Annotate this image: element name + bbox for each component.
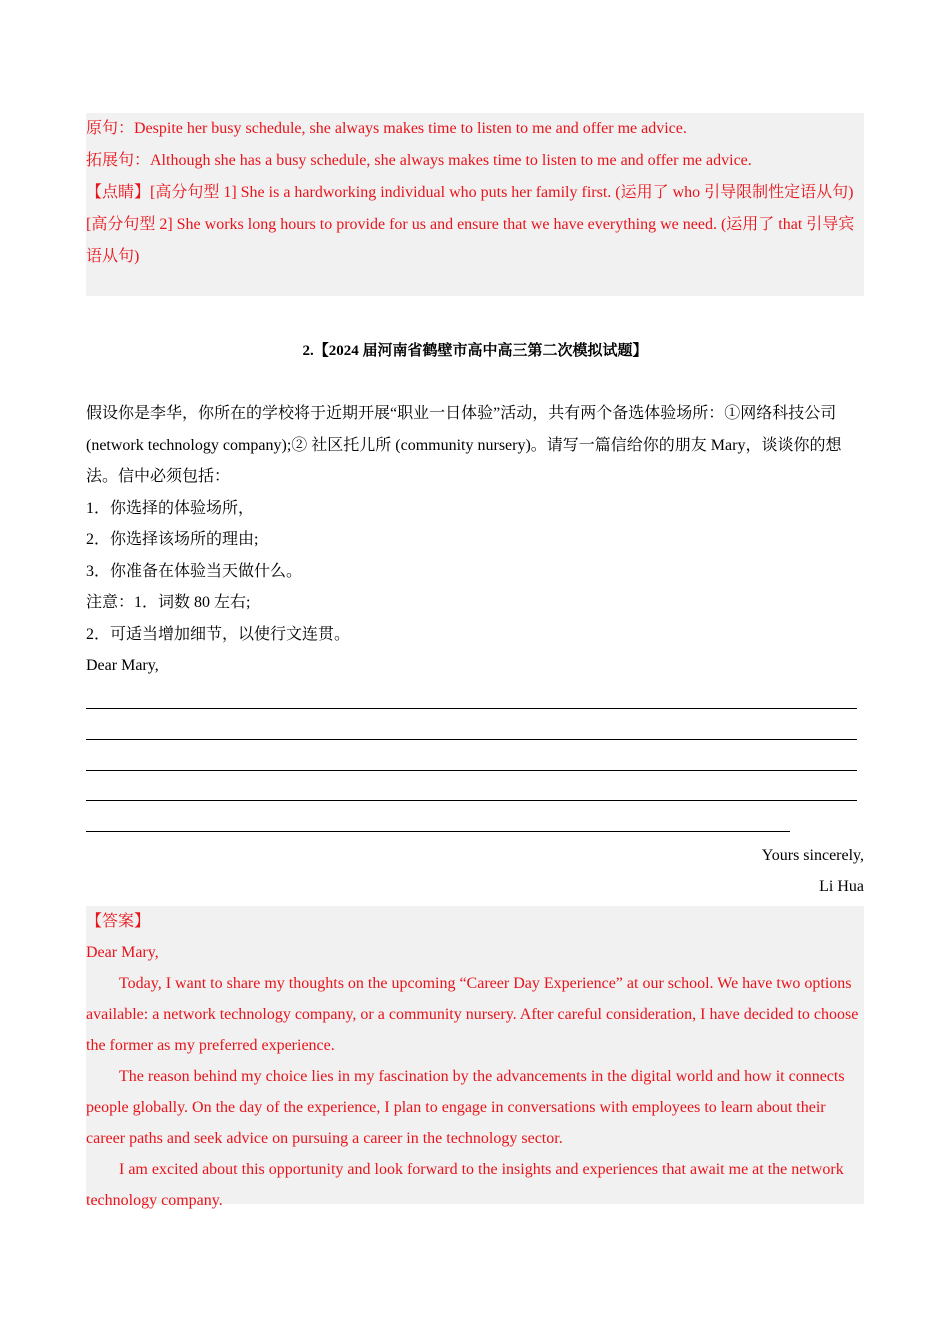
- question-heading: 2.【2024 届河南省鹤壁市高中高三第二次模拟试题】: [302, 343, 648, 359]
- answer-paragraph: Today, I want to share my thoughts on the upcoming “Career Day Experience” at our school. We have two options available: a network technology company, or a community nursery. After careful consideration, I have decided to choose the former as my preferred experience.: [86, 975, 859, 1054]
- note-item: 2．可适当增加细节，以使行文连贯。: [86, 625, 351, 643]
- expanded-sentence: 拓展句：Although she has a busy schedule, she always makes time to listen to me and offer me advice.: [86, 152, 752, 169]
- letter-signature: Li Hua: [819, 878, 864, 895]
- highlight-sentence-1: 【点睛】[高分句型 1] She is a hardworking individual who puts her family first. (运用了 who 引导限制性定语从句): [86, 184, 854, 201]
- writing-line[interactable]: [86, 708, 857, 709]
- answer-paragraph: The reason behind my choice lies in my fascination by the advancements in the digital world and how it connects people globally. On the day of the experience, I plan to engage in conversations with employees to learn about their career paths and seek advice on pursuing a career in the technology sector.: [86, 1068, 845, 1147]
- task-prompt: [86, 398, 864, 682]
- letter-greeting: Dear Mary,: [86, 657, 159, 674]
- writing-line[interactable]: [86, 770, 857, 771]
- requirement-item: 3．你准备在体验当天做什么。: [86, 562, 303, 580]
- writing-line[interactable]: [86, 800, 857, 801]
- answer-block: [86, 906, 864, 1209]
- writing-line[interactable]: [86, 739, 857, 740]
- answer-greeting: Dear Mary,: [86, 944, 159, 961]
- requirement-item: 1．你选择的体验场所，: [86, 499, 255, 517]
- answer-paragraph: I am excited about this opportunity and look forward to the insights and experiences that await me at the network technology company.: [86, 1161, 844, 1209]
- note-item: 注意：1．词数 80 左右;: [86, 594, 251, 611]
- requirement-item: 2．你选择该场所的理由;: [86, 531, 259, 548]
- prompt-text: 假设你是李华，你所在的学校将于近期开展“职业一日体验”活动，共有两个备选体验场所：①网络科技公司 (network technology company);② 社区托儿所 (community nursery)。请写一篇信给你的朋友 Mary，谈谈你的想法。信中必须包括：: [86, 405, 842, 485]
- highlight-sentence-2: [高分句型 2] She works long hours to provide for us and ensure that we have everything we need. (运用了 that 引导宾语从句): [86, 216, 855, 265]
- letter-closing: Yours sincerely,: [761, 847, 864, 864]
- analysis-block: [86, 113, 864, 296]
- writing-line[interactable]: [86, 831, 790, 832]
- original-sentence: 原句：Despite her busy schedule, she always makes time to listen to me and offer me advice.: [86, 120, 687, 137]
- answer-label: 【答案】: [86, 913, 151, 930]
